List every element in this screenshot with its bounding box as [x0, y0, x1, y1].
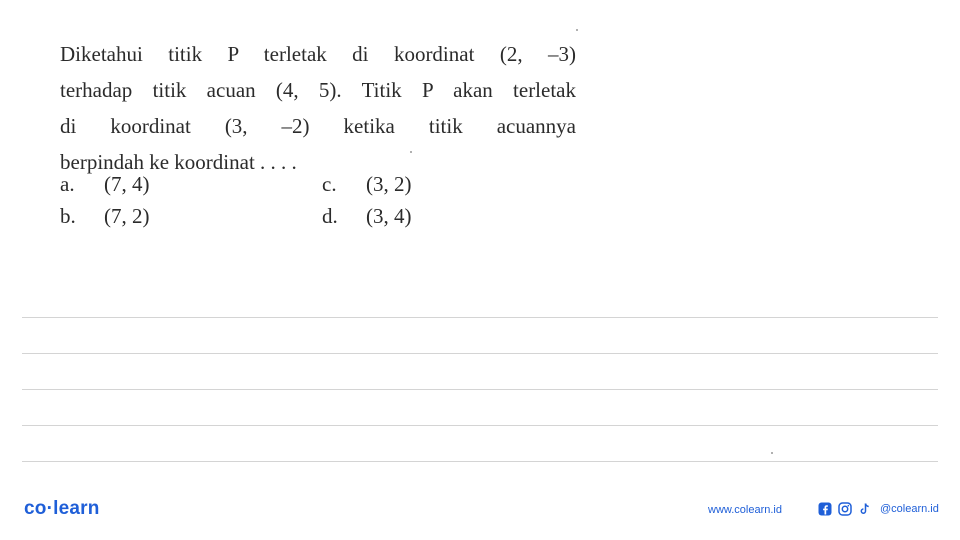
instagram-icon[interactable]	[838, 502, 852, 516]
answer-line	[22, 425, 938, 426]
option-b[interactable]	[60, 199, 150, 233]
answer-line	[22, 317, 938, 318]
social-links	[818, 502, 939, 516]
question-line-3: di koordinat (3, –2) ketika titik acuannya	[60, 114, 576, 138]
option-c-value: (3, 2)	[366, 172, 412, 196]
option-d-letter: d.	[322, 204, 338, 228]
option-a-value: (7, 4)	[104, 172, 150, 196]
answer-line	[22, 353, 938, 354]
answer-line	[22, 389, 938, 390]
question-text	[60, 36, 576, 180]
speck	[576, 29, 578, 31]
social-handle[interactable]: @colearn.id	[880, 503, 939, 515]
answer-line	[22, 461, 938, 462]
option-a-letter: a.	[60, 172, 75, 196]
tiktok-icon[interactable]	[858, 502, 872, 516]
option-b-value: (7, 2)	[104, 204, 150, 228]
option-d-value: (3, 4)	[366, 204, 412, 228]
colearn-logo: co·learn	[24, 498, 100, 519]
option-c[interactable]	[322, 167, 412, 201]
question-line-1: Diketahui titik P terletak di koordinat (2, –3)	[60, 42, 576, 66]
question-line-2: terhadap titik acuan (4, 5). Titik P akan terletak	[60, 78, 576, 102]
facebook-icon[interactable]	[818, 502, 832, 516]
option-a[interactable]	[60, 167, 150, 201]
question-line-4: berpindah ke koordinat . . . .	[60, 150, 297, 174]
option-d[interactable]	[322, 199, 412, 233]
speck	[771, 452, 773, 454]
website-link[interactable]: www.colearn.id	[708, 504, 782, 516]
option-c-letter: c.	[322, 172, 337, 196]
speck	[410, 151, 412, 153]
option-b-letter: b.	[60, 204, 76, 228]
